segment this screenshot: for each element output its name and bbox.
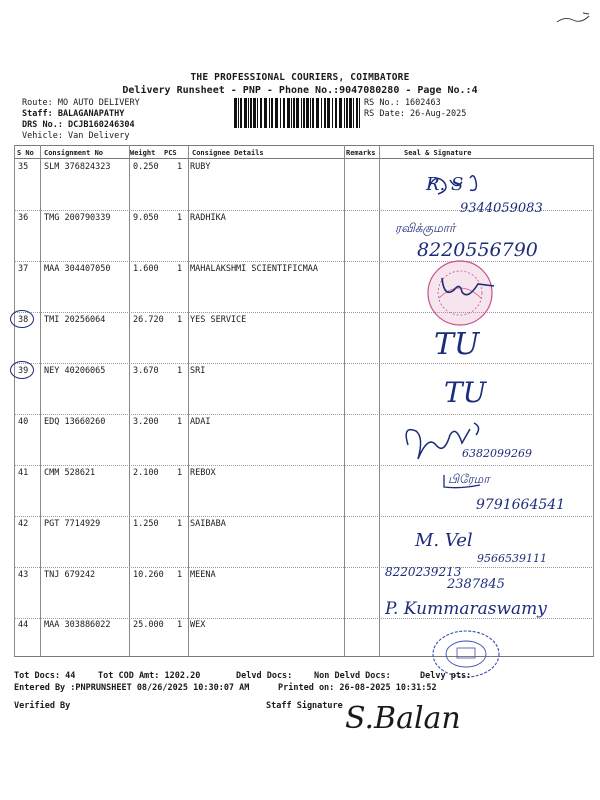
corner-scribble [555, 10, 595, 26]
row-weight: 1.250 [133, 519, 159, 529]
row-weight: 3.200 [133, 417, 159, 427]
staff-sig-text: S.Balan [345, 701, 461, 736]
drs-label: DRS No.: DCJB160246304 [22, 120, 135, 130]
row-consignee: RADHIKA [190, 213, 226, 223]
row-sno: 40 [18, 417, 29, 427]
row-pcs: 1 [177, 315, 183, 325]
row-weight: 3.670 [133, 366, 159, 376]
row-consignee: REBOX [190, 468, 216, 478]
row-sno: 42 [18, 519, 29, 529]
col-sno: S No [17, 149, 34, 157]
vehicle-label: Vehicle: Van Delivery [22, 131, 130, 141]
row-pcs: 1 [177, 213, 183, 223]
col-pcs: PCS [164, 149, 177, 157]
sig-text-40: 6382099269 [462, 447, 532, 460]
row-weight: 26.720 [133, 315, 164, 325]
sig-text-41b: 9791664541 [476, 497, 566, 513]
verified-by-label: Verified By [14, 701, 71, 711]
row-sno: 44 [18, 620, 29, 630]
signature-row-44 [385, 586, 585, 626]
sig-text-38: TU [434, 327, 480, 360]
row-pcs: 1 [177, 417, 183, 427]
delivered-docs: Delvd Docs: [236, 671, 293, 681]
row-consignee: SAIBABA [190, 519, 226, 529]
staff-label: Staff: BALAGANAPATHY [22, 109, 125, 119]
signature-row-35 [420, 168, 590, 216]
row-sno: 41 [18, 468, 29, 478]
sig-text-44: P. Kummaraswamy [385, 599, 547, 619]
sig-text-43b: 8220239213 [385, 565, 462, 579]
row-consignee: MAHALAKSHMI SCIENTIFICMAA [190, 264, 318, 274]
row-consignment: NEY 40206065 [44, 366, 106, 376]
sig-text-43a: M. Vel [415, 530, 473, 551]
row-consignee: RUBY [190, 162, 211, 172]
document-title: THE PROFESSIONAL COURIERS, COIMBATORE [190, 72, 410, 83]
row-consignee: WEX [190, 620, 206, 630]
sig-text-39: TU [444, 376, 487, 409]
row-pcs: 1 [177, 570, 183, 580]
barcode [234, 98, 360, 128]
row-consignment: PGT 7714929 [44, 519, 101, 529]
row-sno: 39 [18, 366, 29, 376]
row-sno: 38 [18, 315, 29, 325]
sig-text-35a: R. S [426, 174, 464, 195]
signature-row-36 [395, 214, 585, 264]
runsheet-subtitle: Delivery Runsheet - PNP - Phone No.:9047080280 - Page No.:4 [122, 85, 478, 96]
table-row [14, 366, 594, 378]
route-label: Route: MO AUTO DELIVERY [22, 98, 140, 108]
row-consignment: TNJ 679242 [44, 570, 96, 580]
rs-number: RS No.: 1602463 [364, 98, 441, 108]
staff-signature [345, 690, 485, 740]
row-sno: 36 [18, 213, 29, 223]
sig-text-41a: பிரேமா [448, 472, 490, 486]
row-consignee: YES SERVICE [190, 315, 247, 325]
row-consignment: MAA 304407050 [44, 264, 111, 274]
row-pcs: 1 [177, 620, 183, 630]
signature-row-41 [440, 465, 590, 515]
sig-text-43d: 2387845 [447, 577, 505, 592]
meta-left [22, 98, 140, 142]
row-weight: 10.260 [133, 570, 164, 580]
rs-date: RS Date: 26-Aug-2025 [364, 109, 467, 119]
row-pcs: 1 [177, 366, 183, 376]
row-sno: 35 [18, 162, 29, 172]
row-pcs: 1 [177, 519, 183, 529]
row-consignment: TMG 200790339 [44, 213, 111, 223]
circle-mark [10, 361, 34, 379]
total-docs: Tot Docs: 44 [14, 671, 76, 681]
table-row [14, 264, 594, 276]
table-header [14, 148, 594, 160]
signature-row-37 [438, 272, 498, 302]
col-weight: Weight [130, 149, 156, 157]
row-consignment: TMI 20256064 [44, 315, 106, 325]
row-pcs: 1 [177, 162, 183, 172]
row-sno: 43 [18, 570, 29, 580]
col-consignee: Consignee Details [192, 149, 264, 157]
total-cod-amount: Tot COD Amt: 1202.20 [98, 671, 201, 681]
row-consignee: SRI [190, 366, 206, 376]
row-consignment: MAA 303886022 [44, 620, 111, 630]
row-consignment: SLM 376824323 [44, 162, 111, 172]
sig-text-36a: ரவிக்குமார் [395, 221, 456, 235]
row-weight: 1.600 [133, 264, 159, 274]
row-weight: 2.100 [133, 468, 159, 478]
col-seal: Seal & Signature [404, 149, 472, 157]
signature-row-40 [400, 415, 560, 470]
row-pcs: 1 [177, 468, 183, 478]
sig-text-43c: 9566539111 [477, 552, 547, 565]
table-row [14, 315, 594, 327]
row-consignee: MEENA [190, 570, 216, 580]
row-consignee: ADAI [190, 417, 211, 427]
row-weight: 0.250 [133, 162, 159, 172]
row-weight: 9.050 [133, 213, 159, 223]
entered-by: Entered By :PNPRUNSHEET 08/26/2025 10:30:07 AM [14, 683, 250, 693]
meta-right [364, 98, 466, 120]
circle-mark [10, 310, 34, 328]
staff-signature-label: Staff Signature [266, 701, 343, 711]
signature-row-43 [385, 522, 590, 592]
sig-text-36b: 8220556790 [417, 239, 538, 261]
non-delivered-docs: Non Delvd Docs: [314, 671, 391, 681]
col-remarks: Remarks [346, 149, 376, 157]
row-sno: 37 [18, 264, 29, 274]
row-consignment: CMM 528621 [44, 468, 96, 478]
signature-row-39 [440, 370, 500, 410]
delivery-points: Delvy pts: [420, 671, 472, 681]
row-weight: 25.000 [133, 620, 164, 630]
printed-on: Printed on: 26-08-2025 10:31:52 [278, 683, 437, 693]
sig-text-35b: 9344059083 [460, 201, 543, 216]
row-pcs: 1 [177, 264, 183, 274]
signature-row-38 [430, 320, 490, 360]
row-consignment: EDQ 13660260 [44, 417, 106, 427]
col-consignment: Consignment No [44, 149, 104, 157]
